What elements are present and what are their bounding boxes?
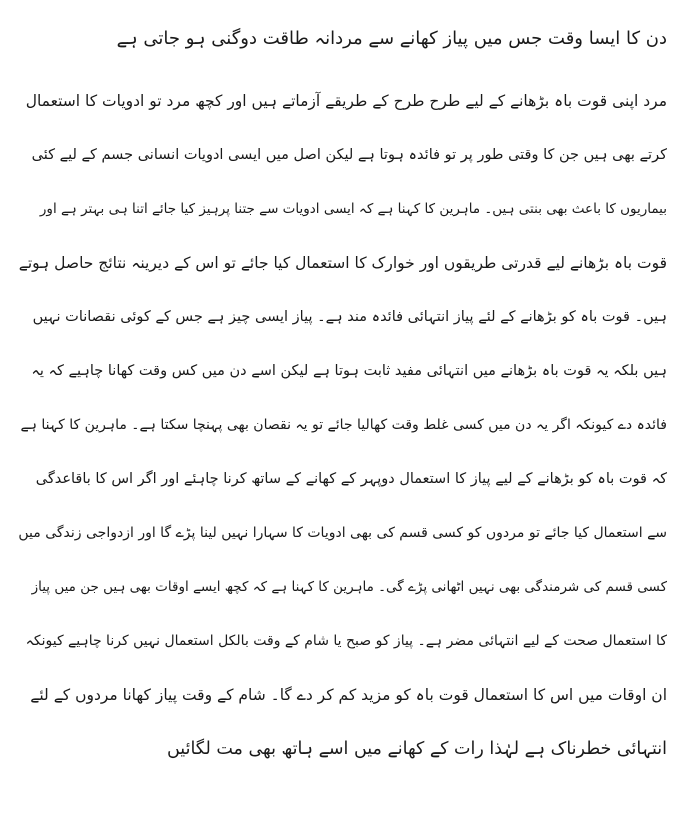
article-title: دن کا ایسا وقت جس میں پیاز کھانے سے مردانہ طاقت دوگنی ہو جاتی ہے [116,28,667,49]
body-line: ان اوقات میں اس کا استعمال قوت باہ کو مزید کم کر دے گا۔ شام کے وقت پیاز کھانا مردوں کے لئے [30,686,667,704]
body-line: کا استعمال صحت کے لیے انتہائی مضر ہے۔ پیاز کو صبح یا شام کے وقت بالکل استعمال نہیں کرنا چاہیے کیونکہ [25,633,667,649]
body-line: کرتے بھی ہیں جن کا وقتی طور پر تو فائدہ ہوتا ہے لیکن اصل میں ایسی ادویات انسانی جسم کے لیے کئی [31,147,667,163]
body-line: کہ قوت باہ کو بڑھانے کے لیے پیاز کا استعمال دوپہر کے کھانے کے ساتھ کرنا چاہئے اور اگر اس کا باقاعدگی [35,471,667,487]
body-line: قوت باہ بڑھانے لیے قدرتی طریقوں اور خوارک کا استعمال کیا جائے تو اس کے دیرینہ نتائج حاصل ہوتے [18,254,667,272]
body-line: ہیں۔ قوت باہ کو بڑھانے کے لئے پیاز انتہائی فائدہ مند ہے۔ پیاز ایسی چیز ہے جس کے کوئی نقصانات نہیں [32,309,667,325]
body-line: بیماریوں کا باعث بھی بنتی ہیں۔ ماہرین کا کہنا ہے کہ ایسی ادویات سے جتنا پرہیز کیا جائے اتنا ہی بہتر ہے اور [39,201,667,217]
body-line: انتہائی خطرناک ہے لہٰذا رات کے کھانے میں اسے ہاتھ بھی مت لگائیں [166,739,667,759]
article-body [18,74,667,776]
body-line: سے استعمال کیا جائے تو مردوں کو کسی قسم کی بھی ادویات کا سہارا نہیں لینا پڑے گا اور ازدواجی زندگی میں [18,525,667,541]
body-line: فائدہ دے کیونکہ اگر یہ دن میں کسی غلط وقت کھالیا جائے تو یہ نقصان بھی پہنچا سکتا ہے۔ ماہرین کا کہنا ہے [20,417,667,433]
body-line: مرد اپنی قوت باہ بڑھانے کے لیے طرح طرح کے طریقے آزماتے ہیں اور کچھ مرد تو ادویات کا استعمال [25,92,667,110]
body-line: ہیں بلکہ یہ قوت باہ بڑھانے میں انتہائی مفید ثابت ہوتا ہے لیکن اسے دن میں کس وقت کھانا چاہیے کہ یہ [31,363,667,379]
body-line: کسی قسم کی شرمندگی بھی نہیں اٹھانی پڑے گی۔ ماہرین کا کہنا ہے کہ کچھ ایسے اوقات بھی ہیں جن میں پیاز [31,579,667,595]
